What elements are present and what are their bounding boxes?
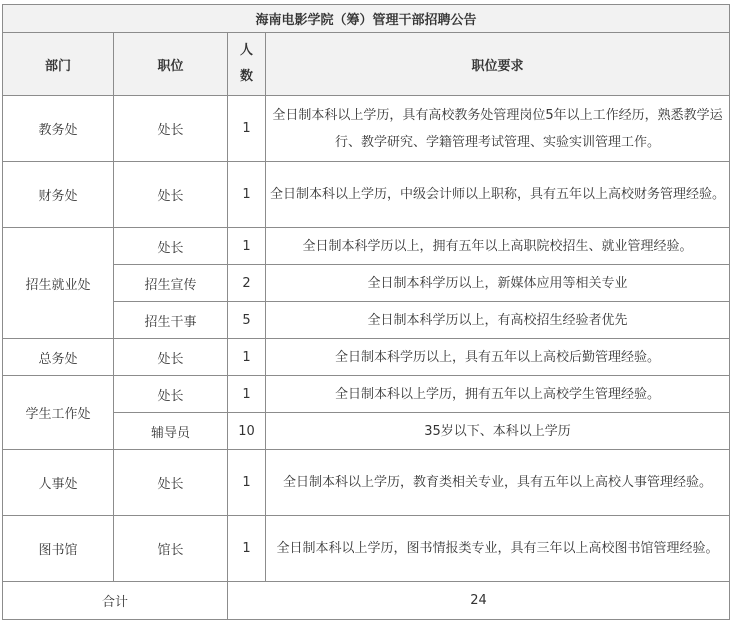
header-count-line1: 人 bbox=[239, 43, 253, 58]
position-cell: 招生宣传 bbox=[114, 265, 228, 302]
department-name: 图书馆 bbox=[3, 516, 114, 582]
header-position: 职位 bbox=[114, 33, 228, 96]
position-cell: 处长 bbox=[114, 96, 228, 162]
requirement-cell: 全日制本科以上学历，具有高校教务处管理岗位5年以上工作经历，熟悉教学运行、教学研究、学籍管理考试管理、实验实训管理工作。 bbox=[266, 96, 730, 162]
count-cell: 1 bbox=[228, 228, 266, 265]
requirement-cell: 全日制本科以上学历，图书情报类专业，具有三年以上高校图书馆管理经验。 bbox=[266, 516, 730, 582]
requirement-cell: 全日制本科以上学历，拥有五年以上高校学生管理经验。 bbox=[266, 376, 730, 413]
position-cell: 处长 bbox=[114, 339, 228, 376]
table-title: 海南电影学院（筹）管理干部招聘公告 bbox=[3, 5, 730, 33]
position-cell: 辅导员 bbox=[114, 413, 228, 450]
table-row bbox=[3, 339, 730, 376]
total-value: 24 bbox=[228, 582, 730, 620]
count-cell: 1 bbox=[228, 162, 266, 228]
position-cell: 处长 bbox=[114, 162, 228, 228]
position-cell: 处长 bbox=[114, 376, 228, 413]
requirement-cell: 35岁以下、本科以上学历 bbox=[266, 413, 730, 450]
header-count-line2: 数 bbox=[239, 69, 253, 84]
department-name: 财务处 bbox=[3, 162, 114, 228]
department-name: 人事处 bbox=[3, 450, 114, 516]
header-count bbox=[228, 33, 266, 96]
table-row bbox=[3, 228, 730, 265]
count-cell: 1 bbox=[228, 339, 266, 376]
count-cell: 1 bbox=[228, 450, 266, 516]
table-row bbox=[3, 96, 730, 162]
header-requirements: 职位要求 bbox=[266, 33, 730, 96]
requirement-cell: 全日制本科学历以上，具有五年以上高校后勤管理经验。 bbox=[266, 339, 730, 376]
position-cell: 处长 bbox=[114, 228, 228, 265]
requirement-cell: 全日制本科学历以上，有高校招生经验者优先 bbox=[266, 302, 730, 339]
total-row bbox=[3, 582, 730, 620]
count-cell: 1 bbox=[228, 96, 266, 162]
total-label: 合计 bbox=[3, 582, 228, 620]
table-row bbox=[3, 162, 730, 228]
table-row bbox=[3, 516, 730, 582]
title-row bbox=[3, 5, 730, 33]
header-department: 部门 bbox=[3, 33, 114, 96]
position-cell: 处长 bbox=[114, 450, 228, 516]
department-name: 学生工作处 bbox=[3, 376, 114, 450]
count-cell: 1 bbox=[228, 516, 266, 582]
table-row bbox=[3, 450, 730, 516]
requirement-cell: 全日制本科学历以上，新媒体应用等相关专业 bbox=[266, 265, 730, 302]
requirement-cell: 全日制本科以上学历，教育类相关专业，具有五年以上高校人事管理经验。 bbox=[266, 450, 730, 516]
requirement-cell: 全日制本科学历以上，拥有五年以上高职院校招生、就业管理经验。 bbox=[266, 228, 730, 265]
table-row bbox=[3, 376, 730, 413]
requirement-cell: 全日制本科以上学历，中级会计师以上职称，具有五年以上高校财务管理经验。 bbox=[266, 162, 730, 228]
count-cell: 5 bbox=[228, 302, 266, 339]
header-row bbox=[3, 33, 730, 96]
count-cell: 2 bbox=[228, 265, 266, 302]
position-cell: 馆长 bbox=[114, 516, 228, 582]
department-name: 总务处 bbox=[3, 339, 114, 376]
count-cell: 10 bbox=[228, 413, 266, 450]
position-cell: 招生干事 bbox=[114, 302, 228, 339]
recruitment-table bbox=[2, 4, 730, 620]
department-name: 教务处 bbox=[3, 96, 114, 162]
department-name: 招生就业处 bbox=[3, 228, 114, 339]
count-cell: 1 bbox=[228, 376, 266, 413]
